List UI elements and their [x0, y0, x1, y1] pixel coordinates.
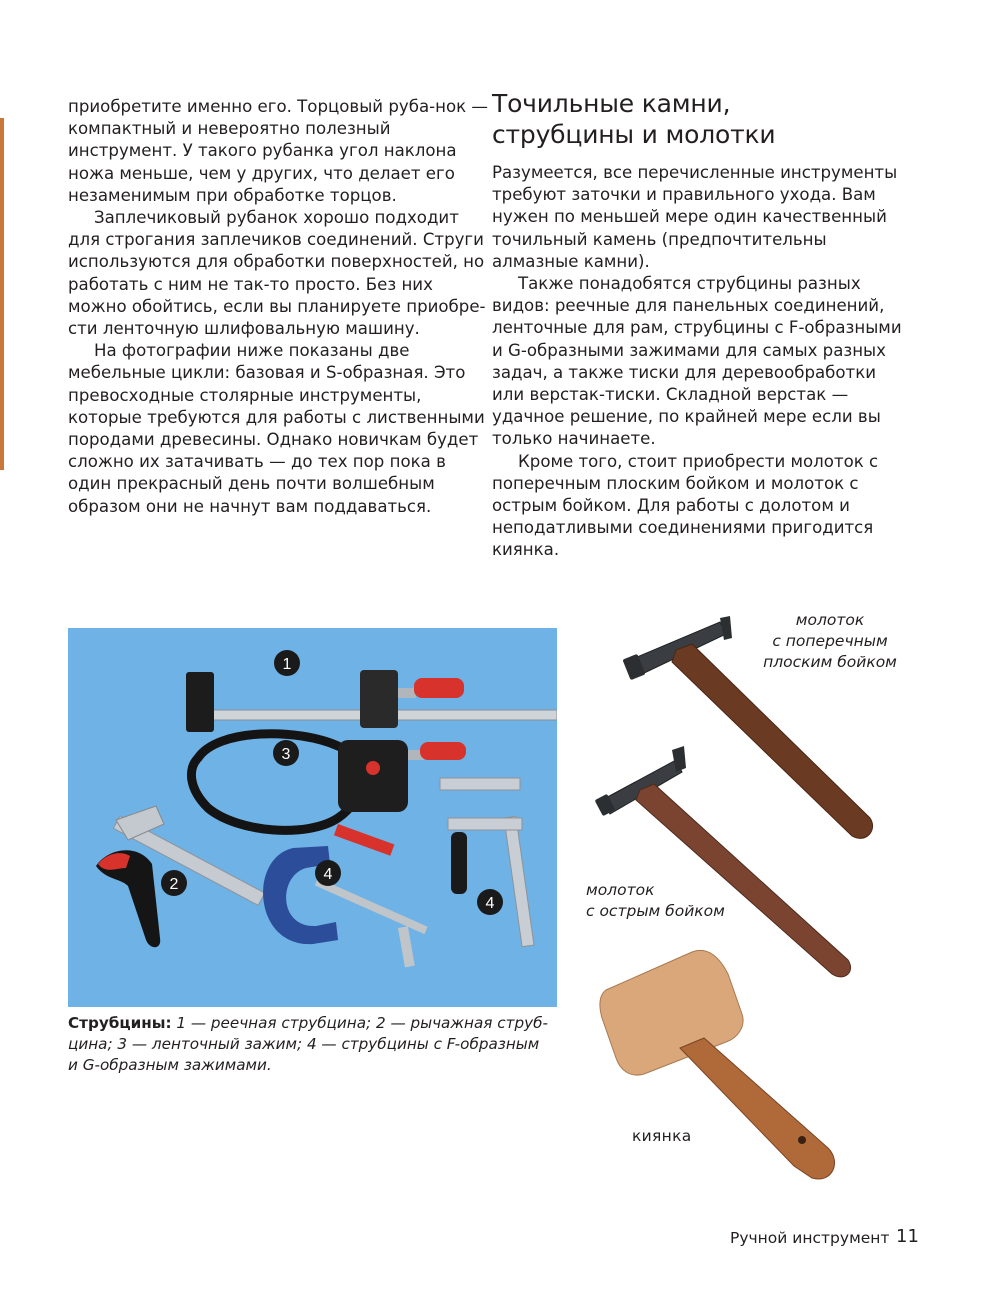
lever-clamp-arm [116, 806, 164, 840]
g-clamp-tbar [398, 926, 415, 967]
band-clamp-body [338, 740, 408, 812]
lever-clamp-grip [98, 853, 130, 870]
cross-peen-hammer-label: молоток с поперечным плоским бойком [763, 611, 897, 671]
right-text-column [492, 162, 912, 562]
f-clamp-jaw-top [440, 778, 520, 790]
band-clamp-knob [366, 761, 380, 775]
left-text-column [68, 96, 488, 518]
paragraph: Также понадобятся струбцины разных видов: реечные для панельных соединений, ленточные для рам, струбцины с F-образными и G-образными зажимами для самых разных задач, а также тиски для деревообработки или верстак-тиски. Складной верстак — удачное решение, по крайней мере если вы только начинаете. [492, 274, 902, 449]
clamps-illustration [68, 628, 557, 1007]
paragraph: Разумеется, все перечисленные инструменты требуют заточки и правильного ухода. Вам нужен по меньшей мере один качественный точильный камень (предпочтительны алмазные камни). [492, 163, 898, 271]
bar-clamp-handle [414, 678, 464, 698]
marker-3 [273, 740, 299, 766]
bar-clamp-head [360, 670, 398, 728]
paragraph: Кроме того, стоит приобрести молоток с поперечным плоским бойком и молоток с острым бойком. Для работы с долотом и неподатливыми соединениями пригодится киянка. [492, 451, 879, 560]
bar-clamp-jaw [186, 672, 214, 732]
f-clamp-rail [504, 816, 534, 946]
bar-clamp-screw [398, 688, 416, 698]
paragraph: На фотографии ниже показаны две мебельные цикли: базовая и S-образная. Это превосходные столярные инструменты, которые требуются для работы с лиственными породами древесины. Однако новичкам будет сложно их затачивать — до тех пор пока в один прекрасный день почти волшебным образом они не начнут вам поддаваться. [68, 341, 485, 516]
page-edge-strip [0, 118, 4, 470]
svg-text:3: 3 [281, 746, 291, 763]
f-clamp-jaw-bottom [448, 818, 522, 830]
paragraph: Заплечиковый рубанок хорошо подходит для строгания заплечиков соединений. Струги используются для обработки поверхностей, но работать с ним не так-то просто. Без них можно обойтись, если вы планируете приобре-сти ленточную шлифовальную машину. [68, 208, 486, 339]
band-clamp-handle [420, 742, 466, 760]
clamps-photo [68, 628, 557, 1007]
svg-text:2: 2 [169, 876, 179, 893]
marker-2 [161, 870, 187, 896]
paragraph: приобретите именно его. Торцовый руба-нок — компактный и невероятно полезный инструмент. У такого рубанка угол наклона ножа меньше, чем у других, что делает его незаменимым при обработке торцов. [68, 97, 489, 205]
mallet-label: киянка [632, 1127, 692, 1145]
svg-text:4: 4 [485, 895, 495, 912]
photo-caption [68, 1013, 548, 1076]
heading-line: струбцины и молотки [492, 120, 776, 149]
caption-text: 1 — реечная струбцина; 2 — рычажная струб-цина; 3 — ленточный зажим; 4 — струбцины с F-образным и G-образным зажимами. [68, 1014, 548, 1074]
marker-1 [274, 650, 300, 676]
marker-4 [315, 860, 341, 886]
svg-text:1: 1 [282, 656, 292, 673]
svg-text:4: 4 [323, 866, 333, 883]
footer-section-title: Ручной инструмент [730, 1229, 890, 1247]
page-number: 11 [896, 1226, 919, 1247]
section-heading [492, 88, 775, 150]
caption-title: Струбцины: [68, 1014, 172, 1032]
marker-4 [477, 889, 503, 915]
pointed-hammer-label: молоток с острым бойком [586, 881, 725, 920]
small-g-clamp [334, 824, 394, 856]
heading-line: Точильные камни, [492, 89, 731, 118]
f-clamp-handle [451, 832, 467, 894]
